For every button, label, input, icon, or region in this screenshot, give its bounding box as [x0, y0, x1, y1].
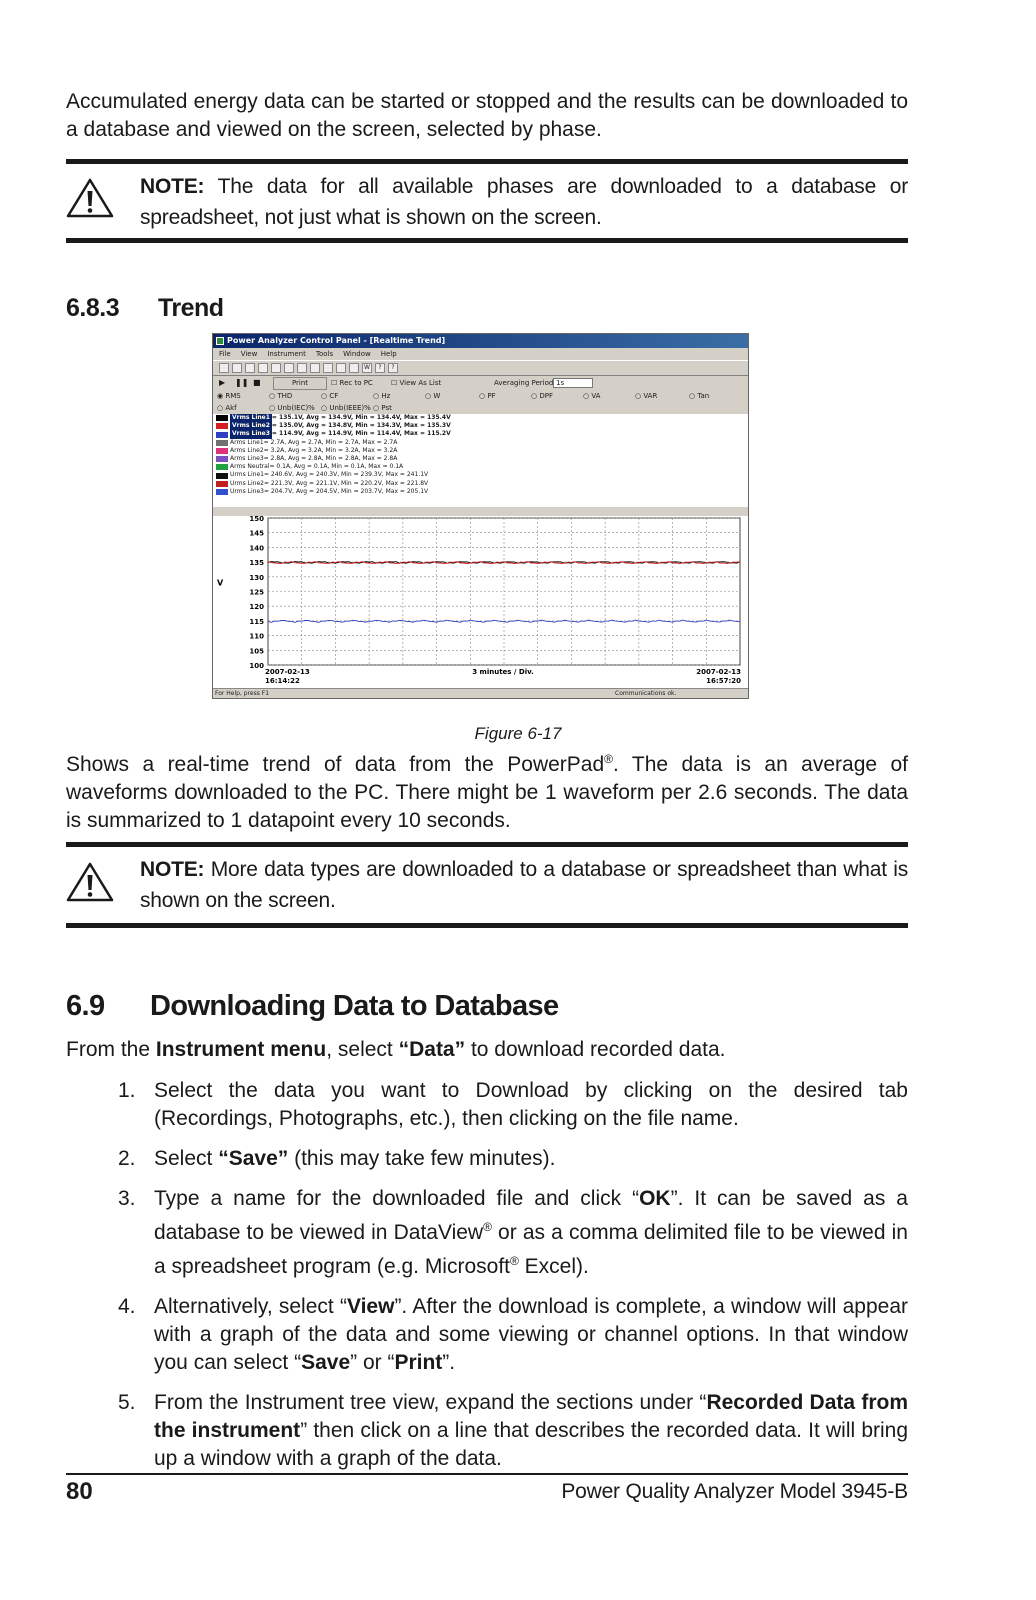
legend-swatch: [216, 481, 228, 487]
waveform-tool-icon[interactable]: [336, 363, 346, 373]
list-number: 1.: [118, 1079, 136, 1102]
option-w[interactable]: ○ W: [425, 392, 441, 400]
list-item: [118, 1293, 908, 1377]
option-label: Hz: [381, 392, 391, 400]
text-run: ”.: [442, 1351, 456, 1374]
option-label: CF: [329, 392, 339, 400]
warning-triangle-icon: [66, 177, 114, 219]
menu-instrument[interactable]: Instrument: [267, 350, 306, 358]
stop-icon[interactable]: ■: [253, 378, 261, 387]
bold-run: Instrument menu: [155, 1038, 327, 1061]
x-end-date: 2007-02-13: [696, 668, 741, 676]
legend-stats: = 135.1V, Avg = 134.9V, Min = 134.4V, Max = 135.4V: [271, 414, 451, 421]
text-run: (this may take few minutes).: [288, 1147, 556, 1170]
legend-row[interactable]: [216, 447, 748, 455]
legend-row[interactable]: [216, 414, 748, 422]
note-text: [140, 171, 908, 233]
view-as-list-checkbox[interactable]: ☐ View As List: [391, 379, 442, 387]
text-run: Select: [154, 1147, 219, 1170]
legend-swatch: [216, 489, 228, 495]
print-button[interactable]: Print: [273, 377, 327, 390]
text-run: . The data is an average of waveforms downloaded to the PC. There might be 1 waveform per 2.6 seconds. The data is summarized to 1 datapoint every 10 seconds.: [66, 753, 909, 832]
note-bottom-rule: [66, 238, 908, 243]
note-label: NOTE:: [140, 175, 205, 198]
list-item: [118, 1077, 908, 1133]
option-label: DPF: [539, 392, 553, 400]
text-run: , select: [326, 1038, 399, 1061]
text-run: to download recorded data.: [465, 1038, 726, 1061]
y-tick-label: 110: [249, 632, 264, 641]
y-tick-label: 120: [249, 603, 264, 612]
option-label: VA: [591, 392, 601, 400]
text-run: or as a comma delimited file to be viewed in a spreadsheet program (e.g. Microsoft: [154, 1221, 908, 1278]
channel-legend: [213, 414, 748, 507]
option-label: Unb(IEC)%: [277, 404, 315, 412]
list-number: 5.: [118, 1391, 136, 1414]
legend-stats: = 0.1A, Avg = 0.1A, Min = 0.1A, Max = 0.1A: [269, 463, 404, 471]
y-tick-label: 125: [249, 588, 264, 597]
status-connection: Communications ok.: [615, 690, 677, 697]
status-bar: [213, 688, 748, 698]
legend-swatch: [216, 456, 228, 462]
list-item: [118, 1185, 908, 1281]
list-text: Select the data you want to Download by clicking on the desired tab (Recordings, Photographs, etc.), then clicking on the file name.: [154, 1079, 908, 1130]
text-run: ”. It can be saved as a database to be viewed in DataView: [154, 1187, 908, 1244]
legend-stats: = 114.9V, Avg = 114.9V, Min = 114.4V, Max = 115.2V: [271, 430, 451, 438]
pause-icon[interactable]: ❚❚: [235, 378, 249, 387]
note-bottom-rule: [66, 923, 908, 928]
view-as-list-label: View As List: [399, 379, 442, 387]
download-tool-icon[interactable]: [297, 363, 307, 373]
section-number: 6.8.3: [66, 294, 120, 322]
legend-channel-name: Vrms Line3: [232, 430, 270, 438]
legend-swatch: [216, 448, 228, 454]
text-run: ”. After the download is complete, a window will appear with a graph of the data and some viewing or channel options. In that window you can select “: [154, 1295, 908, 1374]
legend-stats: = 2.8A, Avg = 2.8A, Min = 2.8A, Max = 2.8A: [263, 455, 398, 463]
legend-channel-name: Arms Line2: [230, 446, 264, 454]
registered-mark: ®: [604, 752, 613, 766]
app-icon: [216, 337, 224, 345]
text-run: From the: [66, 1038, 156, 1061]
legend-channel-name: Vrms Line1: [232, 414, 270, 421]
section-heading-trend: [66, 294, 224, 323]
option-label: RMS: [225, 392, 241, 400]
menu-window[interactable]: Window: [343, 350, 371, 358]
connect-tool-icon[interactable]: [245, 363, 255, 373]
list-number: 4.: [118, 1295, 136, 1318]
legend-stats: = 221.3V, Avg = 221.1V, Min = 220.2V, Max = 221.8V: [263, 479, 429, 487]
option-pst[interactable]: ○ Pst: [373, 404, 392, 412]
trend-tool-icon[interactable]: [323, 363, 333, 373]
section-heading-download: [66, 990, 559, 1023]
option-rms[interactable]: ◉ RMS: [217, 392, 241, 400]
harmonics-tool-icon[interactable]: [349, 363, 359, 373]
measurement-options-row2: [213, 402, 748, 414]
section-title: Trend: [158, 294, 224, 322]
legend-channel-name: Arms Line1: [230, 438, 264, 446]
option-label: THD: [277, 392, 293, 400]
legend-swatch: [216, 423, 228, 429]
trend-description: [66, 745, 908, 835]
menu-help[interactable]: Help: [380, 350, 397, 358]
option-unb-iec[interactable]: ○ Unb(IEC)%: [269, 404, 315, 412]
averaging-period-select[interactable]: 1s: [553, 378, 593, 388]
bold-run: OK: [639, 1187, 671, 1210]
text-run: From the Instrument tree view, expand the sections under “: [154, 1391, 707, 1414]
option-label: Akf: [225, 404, 237, 412]
section-number: 6.9: [66, 990, 105, 1022]
realtime-trend-screenshot: [212, 333, 749, 699]
download-intro: [66, 1036, 908, 1064]
window-title: Power Analyzer Control Panel - [Realtime Trend]: [227, 336, 446, 345]
option-dpf[interactable]: ○ DPF: [531, 392, 553, 400]
menu-file[interactable]: File: [219, 350, 231, 358]
trend-controls: [213, 376, 748, 390]
y-tick-label: 115: [249, 617, 264, 626]
legend-stats: = 204.7V, Avg = 204.5V, Min = 203.7V, Max = 205.1V: [263, 487, 429, 495]
y-tick-label: 140: [249, 544, 264, 553]
rec-to-pc-checkbox[interactable]: ☐ Rec to PC: [331, 379, 373, 387]
option-label: Pst: [381, 404, 392, 412]
y-tick-label: 145: [249, 529, 264, 538]
note-top-rule: [66, 842, 908, 847]
legend-channel-name: Urms Line3: [230, 487, 264, 495]
list-item: [118, 1389, 908, 1473]
legend-swatch: [216, 432, 228, 438]
option-hz[interactable]: ○ Hz: [373, 392, 391, 400]
text-run: Alternatively, select “: [154, 1295, 347, 1318]
note-label: NOTE:: [140, 858, 205, 881]
legend-swatch: [216, 415, 228, 421]
footer-title: Power Quality Analyzer Model 3945-B: [561, 1480, 908, 1503]
page-number: 80: [66, 1478, 93, 1505]
legend-stats: = 240.6V, Avg = 240.3V, Min = 239.3V, Max = 241.1V: [263, 471, 429, 479]
option-label: PF: [487, 392, 496, 400]
y-tick-label: 135: [249, 559, 264, 568]
option-akf[interactable]: ○ Akf: [217, 404, 237, 412]
window-tool-icon[interactable]: [310, 363, 320, 373]
legend-row[interactable]: [216, 480, 748, 488]
text-run: Excel).: [518, 1255, 589, 1278]
list-number: 2.: [118, 1147, 136, 1170]
menu-view[interactable]: View: [240, 350, 258, 358]
option-tan[interactable]: ○ Tan: [689, 392, 710, 400]
note-body: More data types are downloaded to a database or spreadsheet than what is shown on the screen.: [140, 858, 908, 912]
rec-to-pc-label: Rec to PC: [339, 379, 373, 387]
x-division-label: 3 minutes / Div.: [472, 668, 534, 676]
intro-paragraph: Accumulated energy data can be started or stopped and the results can be downloaded to a database and viewed on the screen, selected by phase.: [66, 90, 908, 141]
legend-row[interactable]: [216, 430, 748, 438]
registered-mark: ®: [483, 1220, 492, 1234]
tree-tool-icon[interactable]: [271, 363, 281, 373]
trend-chart: [213, 516, 748, 688]
disconnect-tool-icon[interactable]: [258, 363, 268, 373]
footer-rule: [66, 1473, 908, 1475]
legend-channel-name: Arms Neutral: [230, 463, 270, 471]
bold-run: “Save”: [218, 1147, 289, 1170]
context-help-tool-icon[interactable]: ?: [388, 363, 398, 373]
legend-swatch: [216, 440, 228, 446]
y-tick-label: 100: [249, 662, 264, 670]
option-label: VAR: [643, 392, 658, 400]
text-run: ” or “: [350, 1351, 395, 1374]
legend-stats: = 135.0V, Avg = 134.8V, Min = 134.3V, Max = 135.3V: [271, 422, 451, 430]
download-steps: [118, 1077, 908, 1485]
option-label: W: [433, 392, 441, 400]
option-var[interactable]: ○ VAR: [635, 392, 658, 400]
y-tick-label: 130: [249, 573, 264, 582]
list-number: 3.: [118, 1187, 136, 1210]
bold-run: View: [346, 1295, 395, 1318]
legend-row[interactable]: [216, 455, 748, 463]
section-title: Downloading Data to Database: [150, 990, 559, 1022]
legend-stats: = 2.7A, Avg = 2.7A, Min = 2.7A, Max = 2.7A: [263, 438, 398, 446]
legend-swatch: [216, 464, 228, 470]
play-icon[interactable]: ▶: [219, 378, 226, 387]
print-tool-icon[interactable]: [219, 363, 229, 373]
averaging-period-label: Averaging Period: [494, 379, 554, 387]
x-end-time: 16:57:20: [706, 677, 741, 685]
legend-channel-name: Vrms Line2: [232, 422, 270, 430]
option-unb-ieee[interactable]: ○ Unb(IEEE)%: [321, 404, 371, 412]
option-pf[interactable]: ○ PF: [479, 392, 496, 400]
bold-run: Print: [394, 1351, 443, 1374]
note-text: [140, 854, 908, 916]
legend-row[interactable]: [216, 439, 748, 447]
menu-tools[interactable]: Tools: [315, 350, 334, 358]
status-help-text: For Help, press F1: [215, 690, 270, 697]
menu-bar: [213, 348, 748, 360]
power-tool-icon[interactable]: W: [362, 363, 372, 373]
config-tool-icon[interactable]: [284, 363, 294, 373]
toolbar: [213, 360, 748, 376]
option-thd[interactable]: ○ THD: [269, 392, 293, 400]
y-tick-label: 105: [249, 647, 264, 656]
preview-tool-icon[interactable]: [232, 363, 242, 373]
option-label: Unb(IEEE)%: [329, 404, 371, 412]
y-axis-label: V: [217, 578, 224, 588]
legend-row[interactable]: [216, 463, 748, 471]
option-cf[interactable]: ○ CF: [321, 392, 339, 400]
bold-run: Save: [301, 1351, 351, 1374]
warning-triangle-icon: [66, 861, 114, 903]
window-titlebar: [213, 334, 748, 348]
option-va[interactable]: ○ VA: [583, 392, 601, 400]
list-item: [118, 1145, 908, 1173]
option-label: Tan: [697, 392, 710, 400]
legend-stats: = 3.2A, Avg = 3.2A, Min = 3.2A, Max = 3.2A: [263, 446, 398, 454]
y-tick-label: 150: [249, 516, 264, 523]
text-run: Shows a real-time trend of data from the PowerPad: [66, 753, 605, 776]
x-start-date: 2007-02-13: [265, 668, 310, 676]
note-body: The data for all available phases are downloaded to a database or spreadsheet, not just what is shown on the screen.: [140, 175, 908, 229]
measurement-options-row1: [213, 390, 748, 402]
legend-channel-name: Urms Line2: [230, 479, 264, 487]
x-start-time: 16:14:22: [265, 677, 300, 685]
note-top-rule: [66, 159, 908, 164]
legend-row[interactable]: [216, 471, 748, 479]
legend-channel-name: Arms Line3: [230, 455, 264, 463]
legend-row[interactable]: [216, 488, 748, 496]
bold-run: “Data”: [398, 1038, 466, 1061]
text-run: ” then click on a line that describes the recorded data. It will bring up a window with a graph of the data.: [154, 1419, 909, 1470]
legend-channel-name: Urms Line1: [230, 471, 264, 479]
figure-caption: Figure 6-17: [474, 724, 562, 743]
text-run: Type a name for the downloaded file and click “: [154, 1187, 640, 1210]
legend-swatch: [216, 473, 228, 479]
help-tool-icon[interactable]: ?: [375, 363, 385, 373]
legend-row[interactable]: [216, 422, 748, 430]
bold-run: Recorded Data from the instrument: [154, 1391, 908, 1442]
registered-mark: ®: [510, 1254, 519, 1268]
